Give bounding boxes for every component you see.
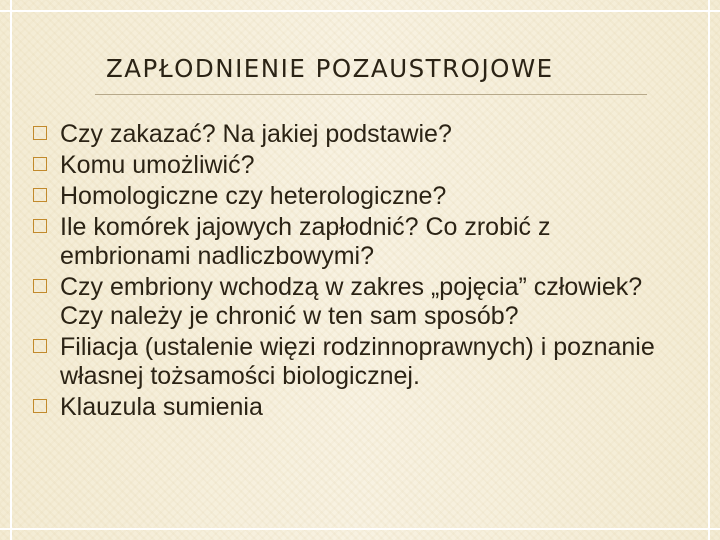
square-bullet-icon: [33, 157, 47, 171]
bullet-item: [32, 182, 672, 211]
bullet-text: Ile komórek jajowych zapłodnić? Co zrobić z embrionami nadliczbowymi?: [60, 213, 551, 270]
slide-title: ZAPŁODNIENIE POZAUSTROJOWE: [106, 54, 554, 83]
title-underline: [95, 94, 647, 95]
square-bullet-icon: [33, 188, 47, 202]
bullet-item: [32, 393, 672, 422]
frame-line-right: [708, 0, 710, 540]
frame-line-bottom: [0, 528, 720, 530]
bullet-item: [32, 151, 672, 180]
frame-line-top: [0, 10, 720, 12]
square-bullet-icon: [33, 399, 47, 413]
bullet-text: Filiacja (ustalenie więzi rodzinnoprawnych) i poznanie własnej tożsamości biologicznej.: [60, 333, 655, 390]
bullet-text: Klauzula sumienia: [60, 393, 263, 421]
bullet-item: [32, 213, 672, 271]
square-bullet-icon: [33, 219, 47, 233]
square-bullet-icon: [33, 279, 47, 293]
square-bullet-icon: [33, 339, 47, 353]
bullet-text: Komu umożliwić?: [60, 151, 255, 179]
bullet-text: Czy embriony wchodzą w zakres „pojęcia” człowiek? Czy należy je chronić w ten sam sposób?: [60, 273, 643, 330]
square-bullet-icon: [33, 126, 47, 140]
bullet-text: Homologiczne czy heterologiczne?: [60, 182, 447, 210]
bullet-item: [32, 120, 672, 149]
bullet-item: [32, 333, 672, 391]
bullet-text: Czy zakazać? Na jakiej podstawie?: [60, 120, 452, 148]
bullet-item: [32, 273, 672, 331]
frame-line-left: [10, 0, 12, 540]
bullet-list: [32, 120, 672, 424]
